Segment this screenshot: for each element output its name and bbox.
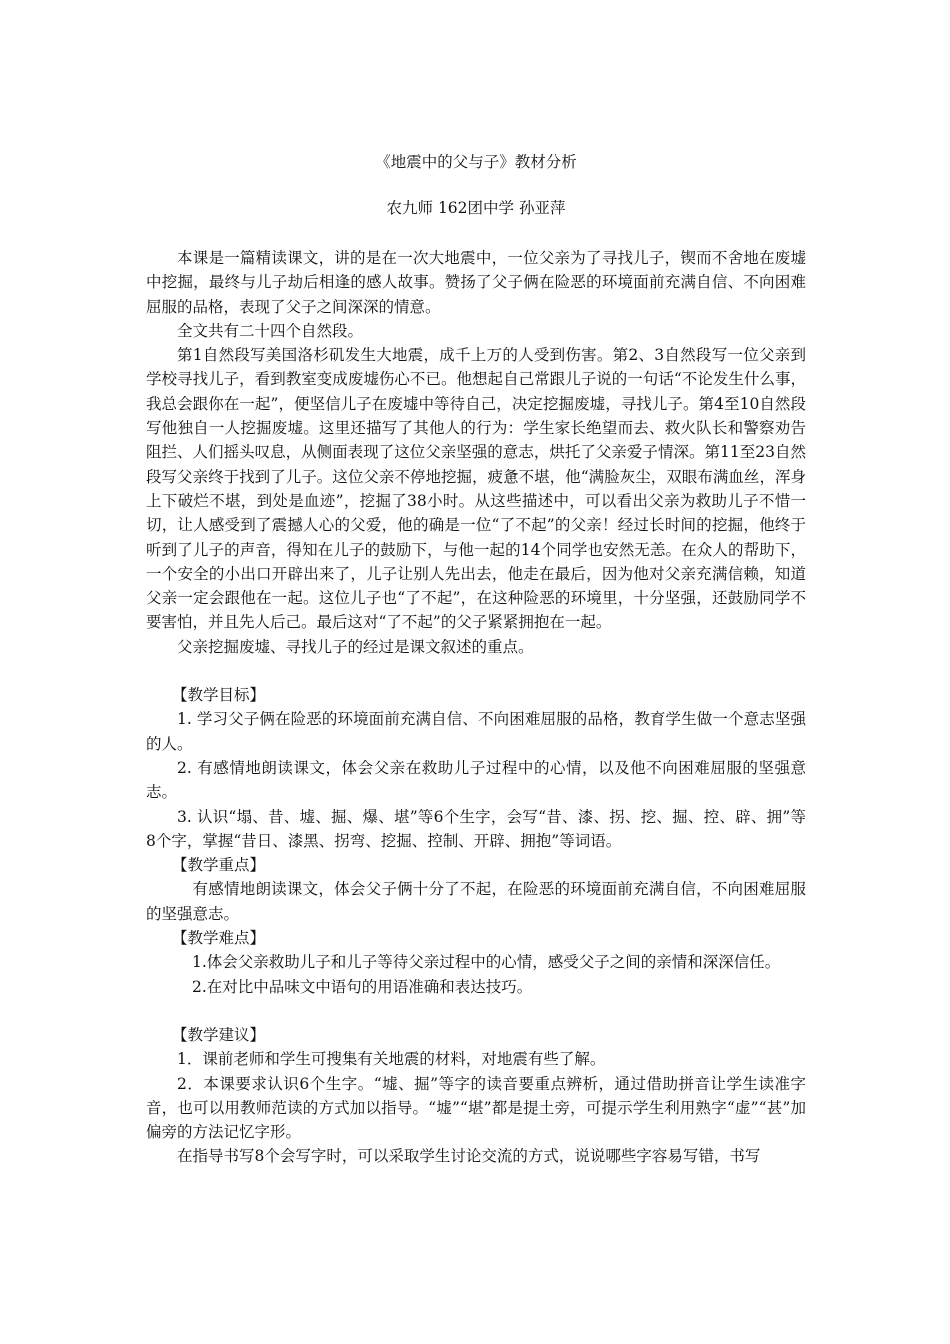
intro-paragraph: 全文共有二十四个自然段。 (177, 321, 364, 340)
document-author: 农九师 162团中学 孙亚萍 (386, 199, 566, 217)
goal-item: 2. 有感情地朗读课文，体会父亲在救助儿子过程中的心情，以及他不向困难屈服的坚强意志。 (146, 758, 806, 802)
key-heading: 【教学重点】 (172, 856, 266, 875)
difficult-heading: 【教学难点】 (172, 929, 266, 948)
difficult-item: 2.在对比中品味文中语句的用语准确和表达技巧。 (192, 977, 533, 996)
advice-item: 1．课前老师和学生可搜集有关地震的材料，对地震有些了解。 (177, 1050, 606, 1069)
intro-paragraph: 父亲挖掘废墟、寻找儿子的经过是课文叙述的重点。 (177, 637, 534, 656)
goal-item: 3. 认识“塌、昔、墟、掘、爆、堪”等6个生字，会写“昔、漆、拐、挖、掘、控、辟、拥”等8个字，掌握“昔日、漆黑、拐弯、挖掘、控制、开辟、拥抱”等词语。 (146, 807, 806, 850)
intro-paragraph: 本课是一篇精读课文，讲的是在一次大地震中，一位父亲为了寻找儿子，锲而不舍地在废墟中挖掘，最终与儿子劫后相逢的感人故事。赞扬了父子俩在险恶的环境面前充满自信、不向困难屈服的品格，表现了父子之间深深的情意。 (146, 249, 806, 316)
spacer (146, 659, 806, 683)
document-title: 《地震中的父与子》教材分析 (375, 153, 577, 171)
spacer (146, 999, 806, 1023)
key-text: 有感情地朗读课文，体会父子俩十分了不起，在险恶的环境面前充满自信，不向困难屈服的坚强意志。 (146, 880, 806, 923)
goal-item: 1. 学习父子俩在险恶的环境面前充满自信、不向困难屈服的品格，教育学生做一个意志坚强的人。 (146, 710, 806, 753)
difficult-item: 1.体会父亲救助儿子和儿子等待父亲过程中的心情，感受父子之间的亲情和深深信任。 (192, 953, 781, 972)
intro-paragraph: 第1自然段写美国洛杉矶发生大地震，成千上万的人受到伤害。第2、3自然段写一位父亲到学校寻找儿子，看到教室变成废墟伤心不已。他想起自己常跟儿子说的一句话“不论发生什么事，我总会跟你在一起”，便坚信儿子在废墟中等待自己，决定挖掘废墟，寻找儿子。第4至10自然段写他独自一人挖掘废墟。这里还描写了其他人的行为：学生家长绝望而去、救火队长和警察劝告阻拦、人们摇头叹息，从侧面表现了这位父亲坚强的意志，烘托了父亲爱子情深。第11至23自然段写父亲终于找到了儿子。这位父亲不停地挖掘，疲惫不堪，他“满脸灰尘，双眼布满血丝，浑身上下破烂不堪，到处是血迹”，挖掘了38小时。从这些描述中，可以看出父亲为救助儿子不惜一切，让人感受到了震撼人心的父爱，他的确是一位“了不起”的父亲！经过长时间的挖掘，他终于听到了儿子的声音，得知在儿子的鼓励下，与他一起的14个同学也安然无恙。在众人的帮助下，一个安全的小出口开辟出来了，儿子让别人先出去，他走在最后，因为他对父亲充满信赖，知道父亲一定会跟他在一起。这位儿子也“了不起”，在这种险恶的环境里，十分坚强，还鼓励同学不要害怕，并且先人后己。最后这对“了不起”的父子紧紧拥抱在一起。 (146, 346, 806, 632)
document-page (146, 150, 806, 1169)
advice-item: 2．本课要求认识6个生字。“墟、掘”等字的读音要重点辨析，通过借助拼音让学生读准字音，也可以用教师范读的方式加以指导。“墟”“堪”都是提土旁，可提示学生利用熟字“虚”“甚”加偏旁的方法记忆字形。 (146, 1074, 806, 1142)
goals-heading: 【教学目标】 (172, 686, 266, 705)
advice-item: 在指导书写8个会写字时，可以采取学生讨论交流的方式，说说哪些字容易写错，书写 (177, 1147, 761, 1166)
advice-heading: 【教学建议】 (172, 1025, 266, 1044)
